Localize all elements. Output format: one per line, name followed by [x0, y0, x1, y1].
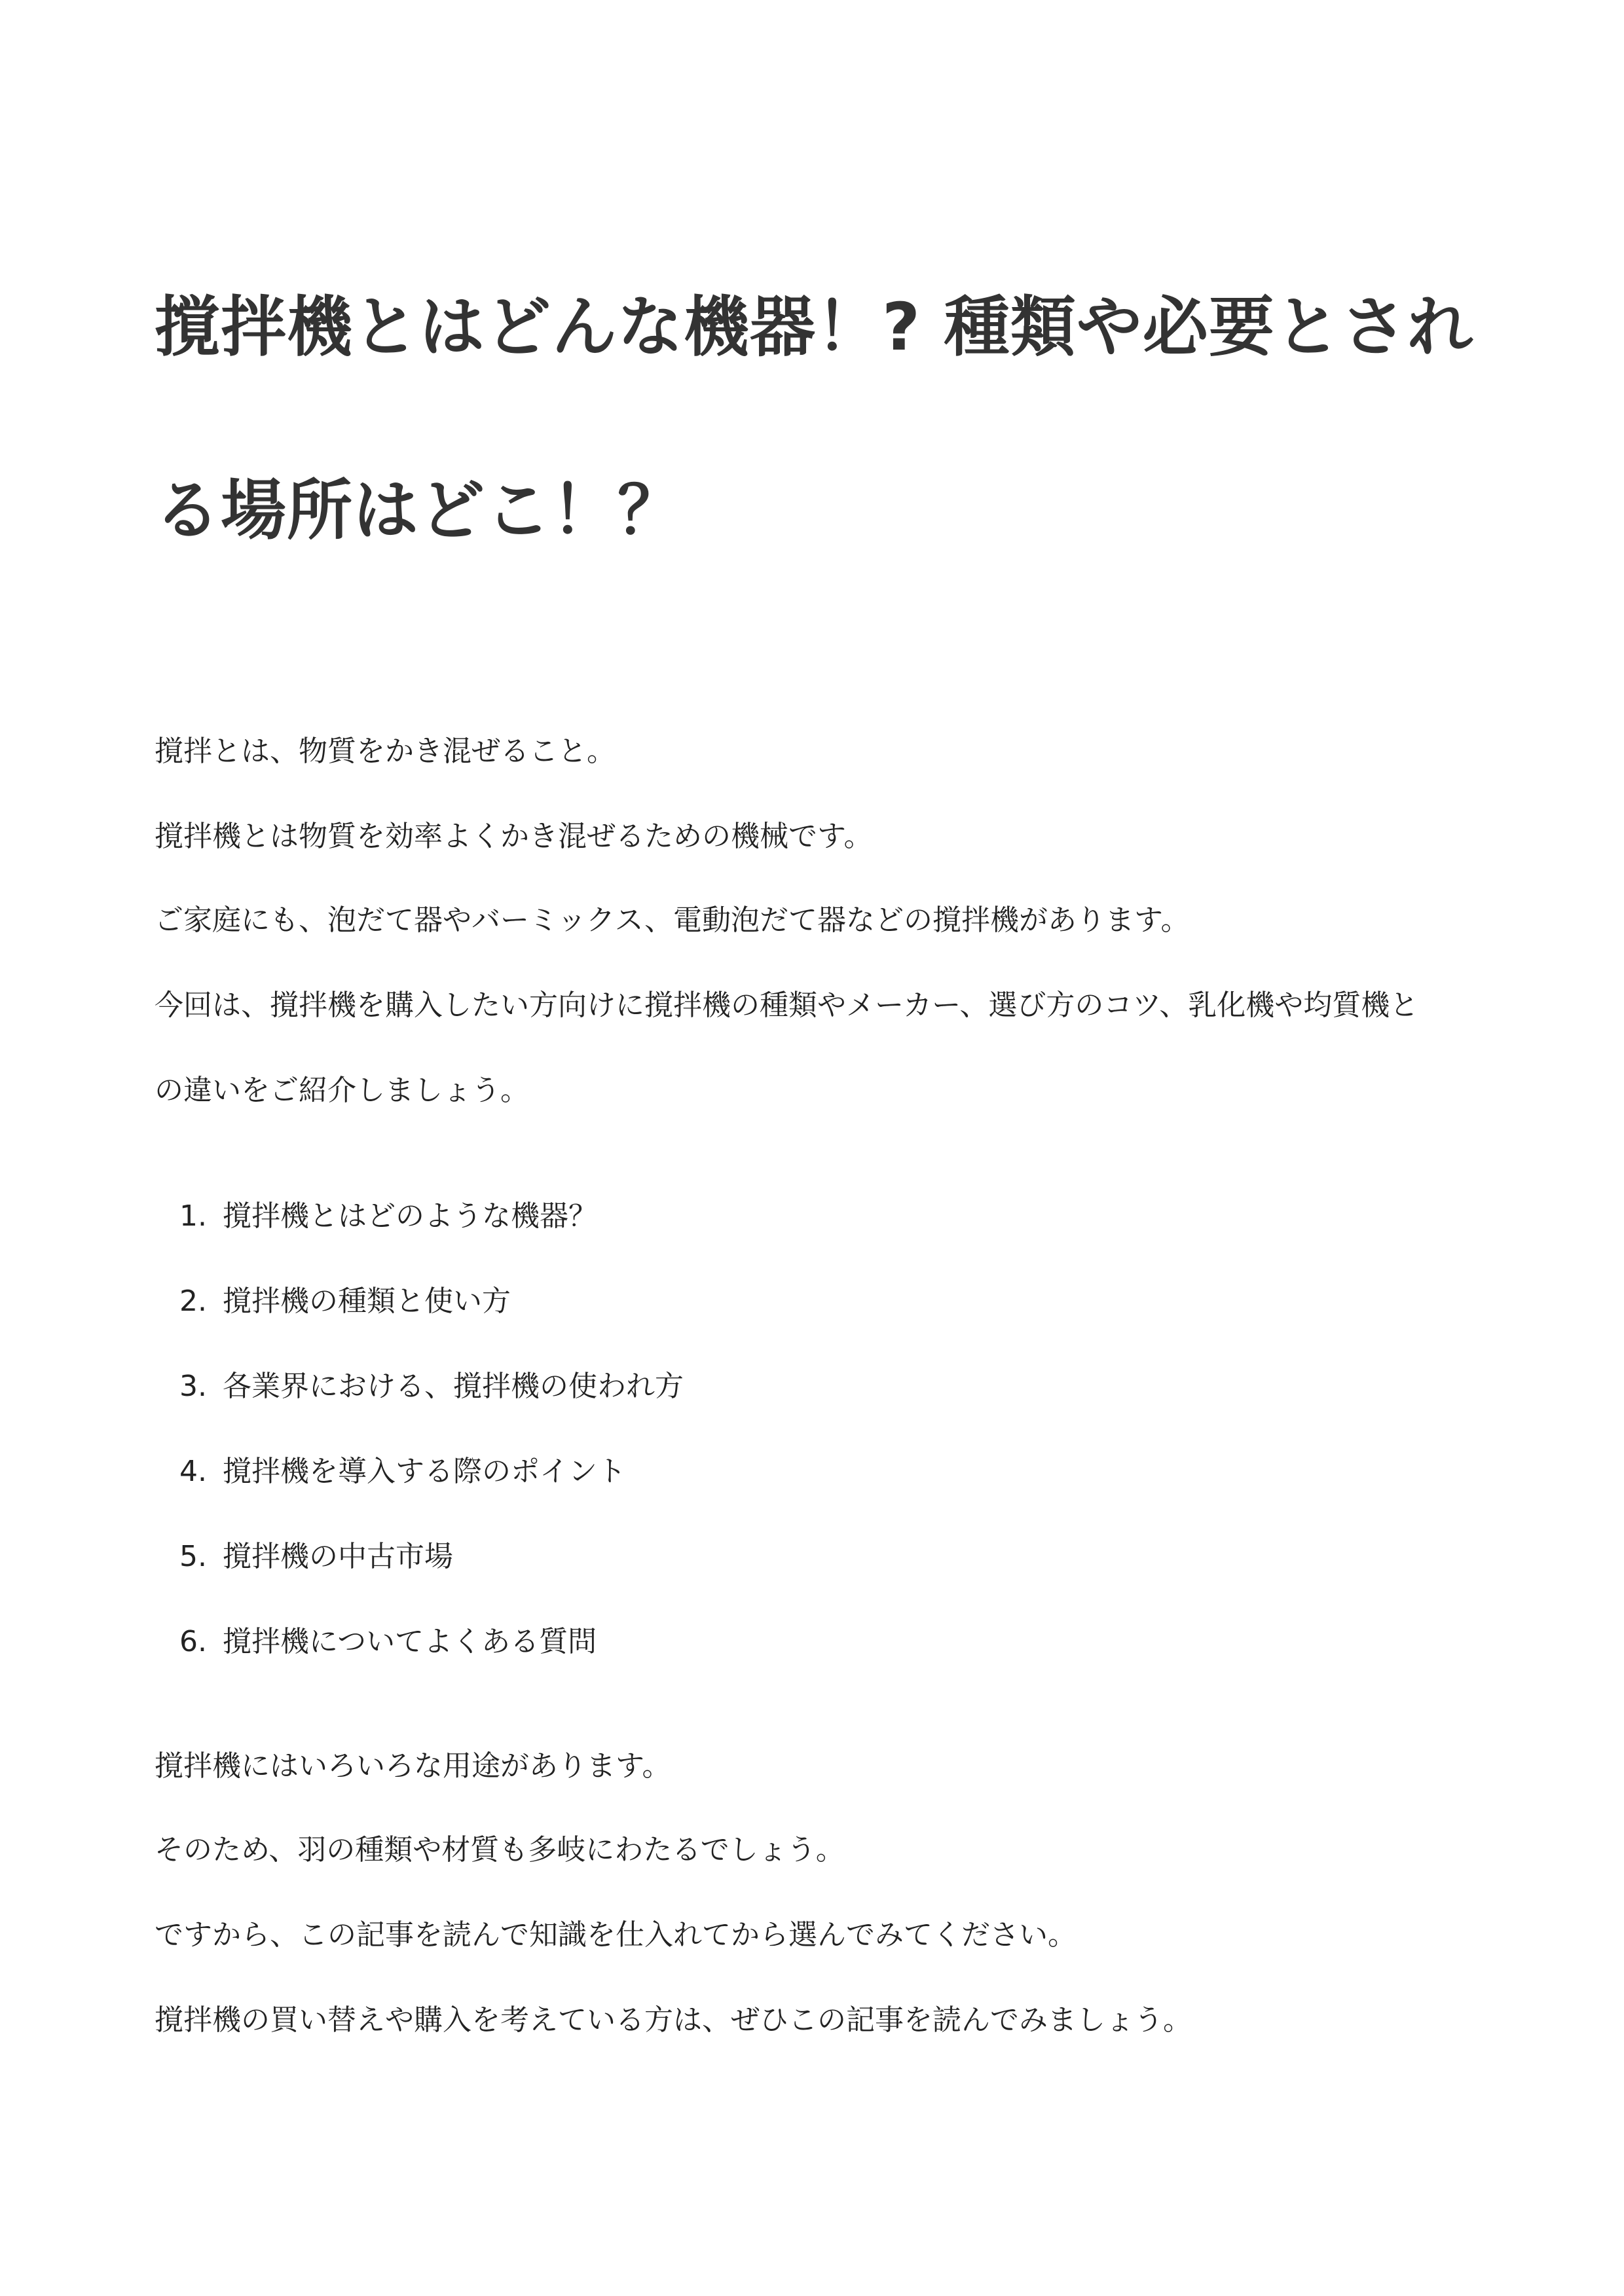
- toc-number: 4.: [179, 1455, 207, 1488]
- table-of-contents: [155, 1197, 684, 1707]
- toc-item: [155, 1537, 684, 1622]
- toc-item: [155, 1622, 684, 1707]
- title-line-1: 撹拌機とはどんな機器！? 種類や必要とされ: [155, 289, 1473, 365]
- toc-item: [155, 1452, 684, 1537]
- toc-label: 撹拌機を導入する際のポイント: [223, 1455, 626, 1488]
- toc-item: [155, 1197, 684, 1282]
- toc-item: [155, 1282, 684, 1367]
- outro-paragraph-2: そのため、羽の種類や材質も多岐にわたるでしょう。: [155, 1833, 845, 1867]
- toc-number: 3.: [179, 1370, 207, 1403]
- intro-paragraph-3: ご家庭にも、泡だて器やバーミックス、電動泡だて器などの撹拌機があります。: [155, 903, 1190, 937]
- toc-number: 5.: [179, 1540, 207, 1573]
- outro-paragraph-4: 撹拌機の買い替えや購入を考えている方は、ぜひこの記事を読んでみましょう。: [155, 2003, 1192, 2037]
- toc-label: 撹拌機とはどのような機器？: [223, 1199, 597, 1233]
- toc-label: 撹拌機についてよくある質問: [223, 1625, 597, 1658]
- article-title: [155, 236, 1497, 602]
- toc-label: 各業界における、撹拌機の使われ方: [223, 1370, 684, 1403]
- intro-paragraph-2: 撹拌機とは物質を効率よくかき混ぜるための機械です。: [155, 820, 873, 853]
- toc-label: 撹拌機の種類と使い方: [223, 1285, 511, 1318]
- toc-number: 2.: [179, 1285, 207, 1318]
- toc-label: 撹拌機の中古市場: [223, 1540, 453, 1573]
- toc-item: [155, 1367, 684, 1452]
- outro-paragraph-1: 撹拌機にはいろいろな用途があります。: [155, 1749, 671, 1783]
- title-line-2: る場所はどこ！？: [155, 472, 684, 549]
- outro-paragraph-3: ですから、この記事を読んで知識を仕入れてから選んでみてください。: [155, 1918, 1077, 1952]
- intro-paragraph-4: 今回は、撹拌機を購入したい方向けに撹拌機の種類やメーカー、選び方のコツ、乳化機や均質機と: [155, 989, 1419, 1022]
- intro-paragraph-4-continued: の違いをご紹介しましょう。: [155, 1074, 529, 1107]
- toc-number: 1.: [179, 1199, 207, 1233]
- toc-number: 6.: [179, 1625, 207, 1658]
- intro-paragraph-1: 撹拌とは、物質をかき混ぜること。: [155, 735, 616, 768]
